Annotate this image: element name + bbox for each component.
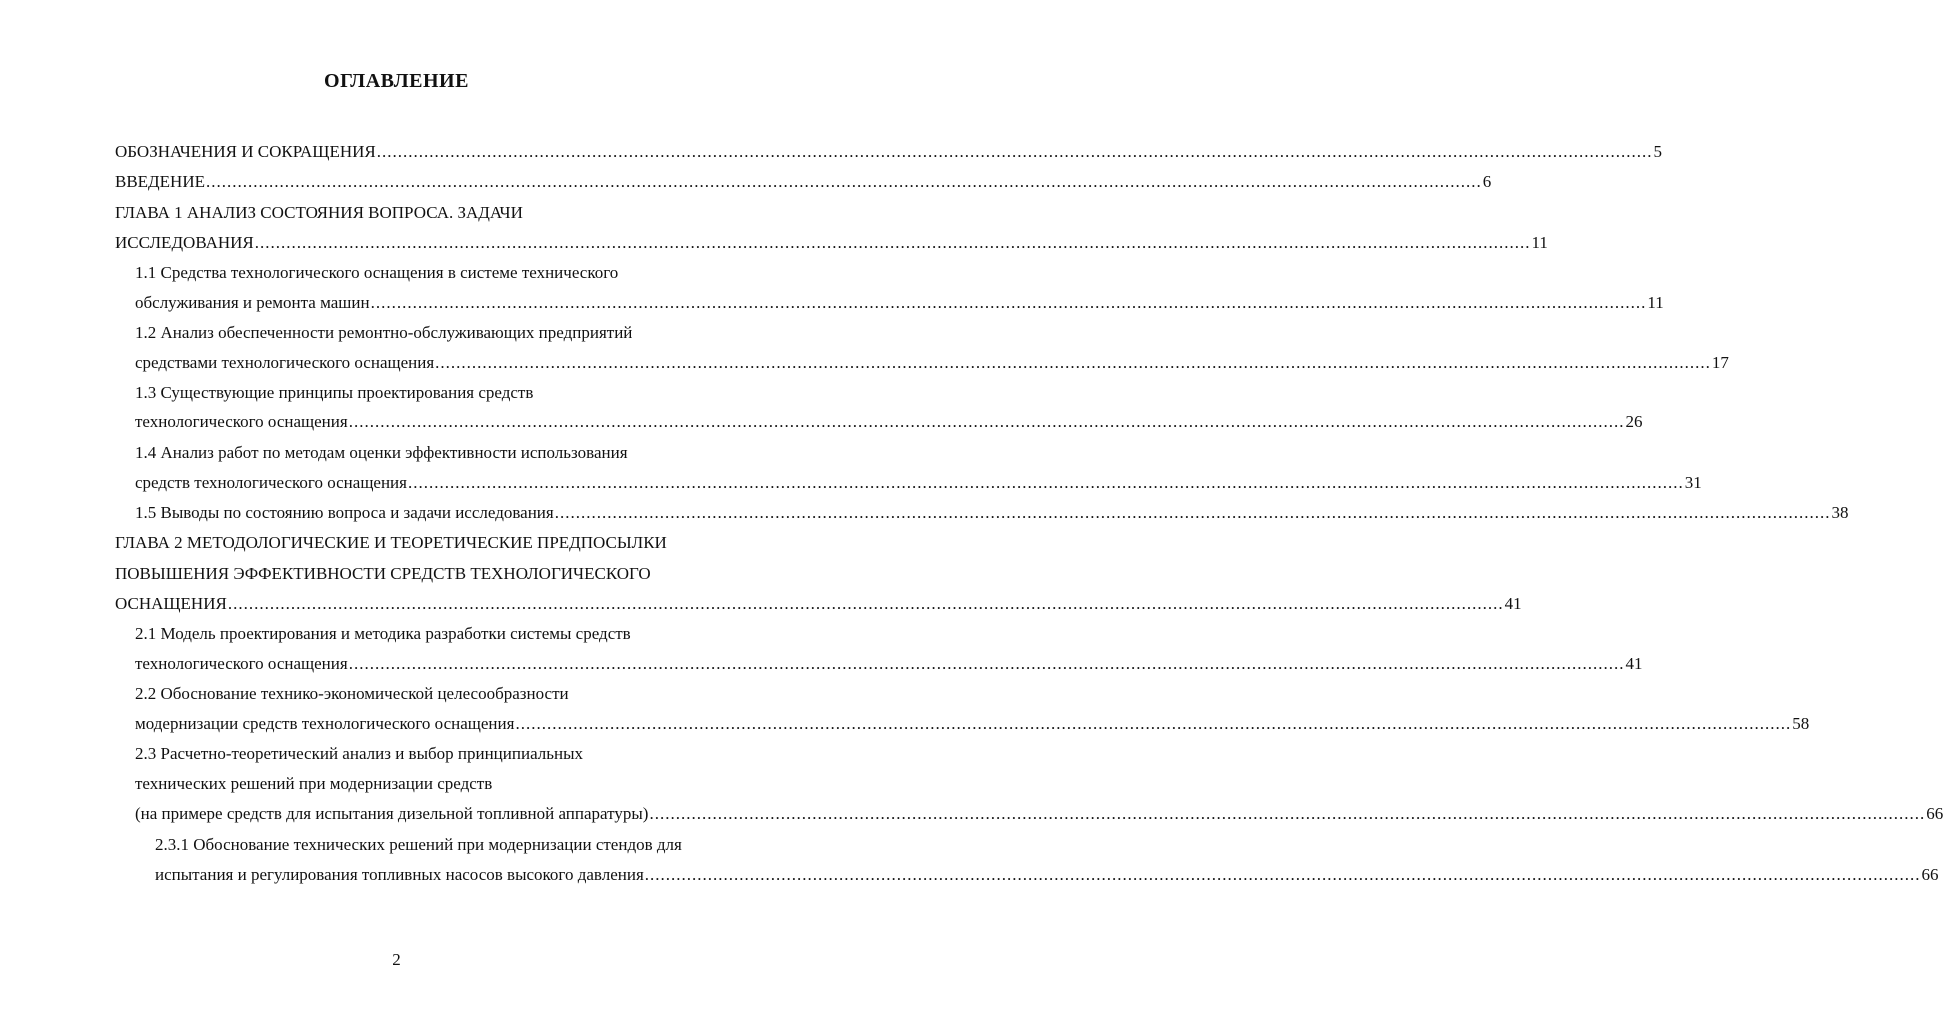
toc-entry-2-3-1[interactable] (155, 863, 1939, 887)
toc-entry-1-1-line-1[interactable] (135, 261, 618, 285)
toc-leader: ................................................................................................................................................................................................................................................... (407, 473, 1684, 492)
toc-entry-text: 1.1 Средства технологического оснащения в системе технического (135, 263, 619, 282)
toc-entry-1-3-line-1[interactable] (135, 381, 533, 405)
toc-entry-2-3[interactable] (135, 802, 1943, 826)
toc-entry-text: ОСНАЩЕНИЯ (115, 594, 227, 613)
toc-entry-chapter-1-line-1[interactable] (115, 201, 523, 225)
toc-page-number: 11 (1647, 293, 1664, 312)
toc-page-number: 41 (1625, 654, 1643, 673)
toc-leader: ................................................................................................................................................................................................................................................... (254, 233, 1531, 252)
toc-entry-2-1-line-1[interactable] (135, 622, 631, 646)
toc-page-number: 58 (1792, 714, 1810, 733)
toc-entry-text: 1.2 Анализ обеспеченности ремонтно-обслуживающих предприятий (135, 323, 633, 342)
toc-page-number: 17 (1711, 353, 1729, 372)
toc-entry-1-3[interactable] (135, 410, 1643, 434)
toc-entry-text: технологического оснащения (135, 412, 348, 431)
toc-entry-text: ИССЛЕДОВАНИЯ (115, 233, 254, 252)
toc-entry-chapter-1[interactable] (115, 231, 1548, 255)
toc-entry-chapter-2[interactable] (115, 592, 1522, 616)
toc-entry-text: 2.2 Обоснование технико-экономической целесообразности (135, 684, 569, 703)
toc-page-number: 66 (1921, 865, 1939, 884)
toc-entry-2-3-line-2[interactable] (135, 772, 492, 796)
toc-entry-text: средств технологического оснащения (135, 473, 407, 492)
toc-entry-text: (на примере средств для испытания дизельной топливной аппаратуры) (135, 804, 649, 823)
toc-entry-2-2-line-1[interactable] (135, 682, 569, 706)
toc-entry-chapter-2-line-2[interactable] (115, 562, 651, 586)
toc-entry-text: ГЛАВА 1 АНАЛИЗ СОСТОЯНИЯ ВОПРОСА. ЗАДАЧИ (115, 203, 523, 222)
toc-page-number: 38 (1831, 503, 1849, 522)
toc-page-number: 11 (1531, 233, 1548, 252)
toc-entry-notations[interactable] (115, 140, 1662, 164)
toc-entry-text: ВВЕДЕНИЕ (115, 172, 205, 191)
toc-entry-text: технологического оснащения (135, 654, 348, 673)
toc-page-number: 66 (1926, 804, 1943, 823)
toc-leader: ................................................................................................................................................................................................................................................... (515, 714, 1792, 733)
toc-entry-introduction[interactable] (115, 170, 1492, 194)
toc-leader: ................................................................................................................................................................................................................................................... (376, 142, 1653, 161)
toc-entry-text: 1.3 Существующие принципы проектирования средств (135, 383, 534, 402)
toc-leader: ................................................................................................................................................................................................................................................... (435, 353, 1711, 372)
toc-entry-1-4-line-1[interactable] (135, 441, 628, 465)
toc-entry-1-1[interactable] (135, 291, 1664, 315)
toc-leader: ................................................................................................................................................................................................................................................... (644, 865, 1921, 884)
toc-leader: ................................................................................................................................................................................................................................................... (554, 503, 1831, 522)
toc-entry-2-3-line-1[interactable] (135, 742, 583, 766)
toc-leader: ................................................................................................................................................................................................................................................... (649, 804, 1926, 823)
toc-entry-text: технических решений при модернизации средств (135, 774, 493, 793)
toc-leader: ................................................................................................................................................................................................................................................... (348, 654, 1625, 673)
toc-entry-text: испытания и регулирования топливных насосов высокого давления (155, 865, 644, 884)
toc-leader: ................................................................................................................................................................................................................................................... (205, 172, 1482, 191)
toc-entry-2-1[interactable] (135, 652, 1643, 676)
toc-entry-chapter-2-line-1[interactable] (115, 531, 667, 555)
toc-page-number: 31 (1684, 473, 1702, 492)
toc-entry-text: модернизации средств технологического оснащения (135, 714, 515, 733)
page-title: ОГЛАВЛЕНИЕ (324, 70, 469, 92)
toc-entry-text: 2.1 Модель проектирования и методика разработки системы средств (135, 624, 631, 643)
toc-entry-text: средствами технологического оснащения (135, 353, 435, 372)
toc-page-number: 41 (1504, 594, 1522, 613)
toc-entry-1-2-line-1[interactable] (135, 321, 632, 345)
page-number: 2 (392, 950, 401, 969)
toc-page-number: 26 (1625, 412, 1643, 431)
toc-entry-text: 2.3.1 Обоснование технических решений при модернизации стендов для (155, 835, 682, 854)
toc-entry-text: ГЛАВА 2 МЕТОДОЛОГИЧЕСКИЕ И ТЕОРЕТИЧЕСКИЕ ПРЕДПОСЫЛКИ (115, 533, 667, 552)
toc-entry-1-5[interactable] (135, 501, 1849, 525)
toc-entry-text: ПОВЫШЕНИЯ ЭФФЕКТИВНОСТИ СРЕДСТВ ТЕХНОЛОГИЧЕСКОГО (115, 564, 651, 583)
toc-entry-text: обслуживания и ремонта машин (135, 293, 370, 312)
toc-page-number: 6 (1482, 172, 1492, 191)
toc-page-number: 5 (1653, 142, 1662, 161)
toc-entry-1-2[interactable] (135, 351, 1729, 375)
toc-leader: ................................................................................................................................................................................................................................................... (227, 594, 1504, 613)
toc-entry-text: 1.5 Выводы по состоянию вопроса и задачи исследования (135, 503, 554, 522)
toc-entry-1-4[interactable] (135, 471, 1702, 495)
toc-entry-2-2[interactable] (135, 712, 1810, 736)
toc-entry-2-3-1-line-1[interactable] (155, 833, 682, 857)
toc-entry-text: 1.4 Анализ работ по методам оценки эффективности использования (135, 443, 628, 462)
toc-entry-text: 2.3 Расчетно-теоретический анализ и выбор принципиальных (135, 744, 584, 763)
toc-leader: ................................................................................................................................................................................................................................................... (370, 293, 1647, 312)
toc-leader: ................................................................................................................................................................................................................................................... (348, 412, 1625, 431)
toc-entry-text: ОБОЗНАЧЕНИЯ И СОКРАЩЕНИЯ (115, 142, 376, 161)
